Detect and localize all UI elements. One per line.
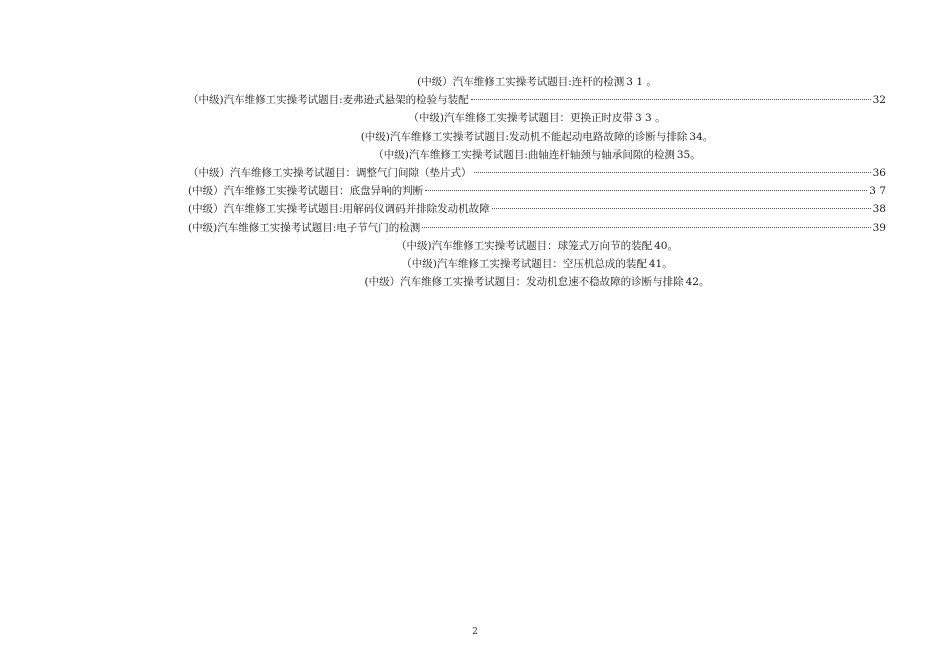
toc-entry[interactable] bbox=[188, 128, 886, 146]
toc-entry[interactable] bbox=[188, 255, 886, 273]
toc-entry-title: (中级）汽车维修工实操考试题目：底盘异响的判断 bbox=[188, 185, 424, 198]
dot-leader bbox=[425, 190, 867, 191]
table-of-contents bbox=[188, 73, 886, 291]
toc-entry-title: （中级)汽车维修工实操考试题目：空压机总成的装配 bbox=[401, 257, 647, 270]
toc-entry-title: (中级)汽车维修工实操考试题目:电子节气门的检测 bbox=[188, 221, 421, 234]
toc-entry-title: （中级)汽车维修工实操考试题目：球笼式万向节的装配 bbox=[396, 239, 653, 252]
toc-entry-page: 3 3 。 bbox=[635, 112, 666, 125]
toc-entry-title: （中级)汽车维修工实操考试题目：更换正时皮带 bbox=[408, 112, 634, 125]
toc-entry[interactable] bbox=[188, 237, 886, 255]
toc-entry-page: 41。 bbox=[648, 257, 673, 270]
toc-entry-page: 32 bbox=[872, 94, 886, 107]
toc-entry[interactable] bbox=[188, 146, 886, 164]
toc-entry-page: 36 bbox=[872, 166, 886, 179]
dot-leader bbox=[474, 172, 871, 173]
toc-entry[interactable] bbox=[188, 91, 886, 109]
toc-entry[interactable] bbox=[188, 73, 886, 91]
dot-leader bbox=[471, 99, 871, 100]
toc-entry[interactable] bbox=[188, 219, 886, 237]
page-number: 2 bbox=[472, 627, 478, 637]
toc-entry-page: 3 7 bbox=[869, 185, 886, 198]
toc-entry-page: 35。 bbox=[676, 148, 701, 161]
dot-leader bbox=[422, 227, 870, 228]
toc-entry-title: （中级)汽车维修工实操考试题目:麦弗逊式悬架的检验与装配 bbox=[188, 94, 469, 107]
toc-entry[interactable] bbox=[188, 273, 886, 291]
toc-entry-page: 38 bbox=[872, 203, 886, 216]
toc-entry[interactable] bbox=[188, 182, 886, 200]
toc-entry-page: 39 bbox=[872, 221, 886, 234]
dot-leader bbox=[492, 208, 871, 209]
toc-entry-page: 42。 bbox=[685, 276, 710, 289]
toc-entry-title: (中级)汽车维修工实操考试题目:发动机不能起动电路故障的诊断与排除 bbox=[360, 130, 688, 143]
toc-entry-page: 40。 bbox=[654, 239, 678, 252]
toc-entry-title: (中级）汽车维修工实操考试题目:连杆的检测 bbox=[417, 76, 625, 88]
toc-entry[interactable] bbox=[188, 109, 886, 127]
toc-entry-page: 3 1 。 bbox=[626, 76, 657, 88]
toc-entry[interactable] bbox=[188, 200, 886, 218]
toc-entry-title: (中级）汽车维修工实操考试题目:用解码仪调码并排除发动机故障 bbox=[188, 203, 490, 216]
toc-entry-page: 34。 bbox=[689, 130, 714, 143]
toc-entry[interactable] bbox=[188, 164, 886, 182]
toc-entry-title: （中级)汽车维修工实操考试题目:曲轴连杆轴颈与轴承间隙的检测 bbox=[373, 148, 675, 161]
toc-entry-title: （中级）汽车维修工实操考试题目：调整气门间隙（垫片式） bbox=[188, 166, 472, 179]
toc-entry-title: (中级）汽车维修工实操考试题目：发动机怠速不稳故障的诊断与排除 bbox=[364, 276, 684, 289]
